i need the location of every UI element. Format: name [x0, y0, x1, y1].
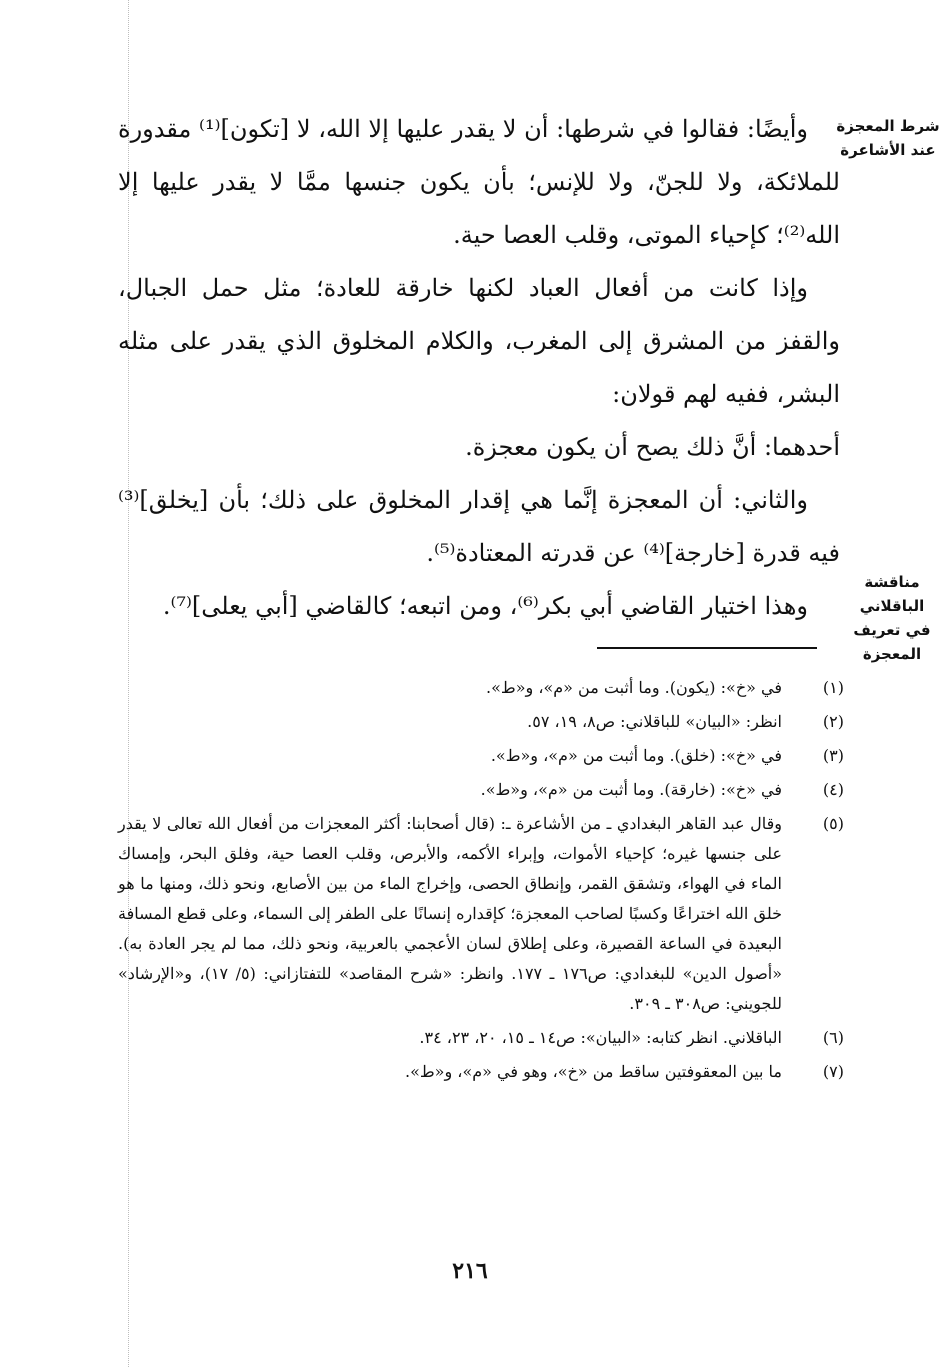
footnote-item: [118, 775, 844, 805]
footnote-number: (١): [822, 678, 844, 697]
footnote-separator: [597, 647, 817, 649]
main-body-text: [118, 103, 840, 633]
footnote-item: [118, 1023, 844, 1053]
footnote-number: (٣): [822, 746, 844, 765]
footnote-number: (٤): [822, 780, 844, 799]
margin-heading-baqillani-discussion: مناقشة الباقلاني في تعريف المعجزة: [853, 573, 931, 663]
footnote-text: في «خ»: (يكون). وما أثبت من «م»، و«ط».: [486, 678, 782, 697]
footnote-number: (٧): [822, 1062, 844, 1081]
footnote-item: [118, 809, 844, 1019]
footnote-number: (٢): [822, 712, 844, 731]
footnote-number: (٥): [822, 814, 844, 833]
footnote-text: انظر: «البيان» للباقلاني: ص٨، ١٩، ٥٧.: [527, 712, 782, 731]
footnote-number: (٦): [822, 1028, 844, 1047]
footnote-item: [118, 673, 844, 703]
paragraph-1: وأيضًا: فقالوا في شرطها: أن لا يقدر عليها إلا الله، لا [تكون]⁽¹⁾ مقدورة للملائكة، ولا للجنّ، ولا للإنس؛ بأن يكون جنسها ممَّا لا يقدر عليها إلا الله⁽²⁾؛ كإحياء الموتى، وقلب العصا حية.: [118, 115, 840, 249]
footnotes: [118, 673, 844, 1091]
paragraph-2: وإذا كانت من أفعال العباد لكنها خارقة للعادة؛ مثل حمل الجبال، والقفز من المشرق إلى المغرب، والكلام المخلوق الذي يقدر على مثله البشر، ففيه لهم قولان:: [118, 274, 840, 408]
footnote-text: وقال عبد القاهر البغدادي ـ من الأشاعرة ـ: (قال أصحابنا: أكثر المعجزات من أفعال الله تعالى لا يقدر على جنسها غيره؛ كإحياء الأموات، وإبراء الأكمه، والأبرص، وقلب العصا حية، وفلق البحر، وإمساك الماء في الهواء، وتشقق القمر، وإنطاق الحصى، وإخراج الماء من بين الأصابع، ونحو ذلك، ومنها ما هو خلق الله اختراعًا وكسبًا لصاحب المعجزة؛ كإقداره إنسانًا على الطفر إلى السماء، وعلى قطع المسافة البعيدة في الساعة القصيرة، وعلى إطلاق لسان الأعجمي بالعربية، ونحو ذلك، مما لم يجر العادة به). «أصول الدين» للبغدادي: ص١٧٦ ـ ١٧٧. وانظر: «شرح المقاصد» للتفتازاني: (٥/ ١٧)، و«الإرشاد» للجويني: ص٣٠٨ ـ ٣٠٩.: [118, 814, 783, 1013]
footnote-text: في «خ»: (خلق). وما أثبت من «م»، و«ط».: [490, 746, 782, 765]
page-number: ٢١٦: [452, 1258, 488, 1284]
footnote-text: الباقلاني. انظر كتابه: «البيان»: ص١٤ ـ ١٥، ٢٠، ٢٣، ٣٤.: [419, 1028, 782, 1047]
footnote-item: [118, 741, 844, 771]
footnote-item: [118, 1057, 844, 1087]
paragraph-3: أحدهما: أنَّ ذلك يصح أن يكون معجزة.: [465, 433, 840, 461]
footnote-text: ما بين المعقوفتين ساقط من «خ»، وهو في «م»، و«ط».: [405, 1062, 782, 1081]
paragraph-4: والثاني: أن المعجزة إنَّما هي إقدار المخلوق على ذلك؛ بأن [يخلق]⁽³⁾ فيه قدرة [خارجة]⁽⁴⁾ عن قدرته المعتادة⁽⁵⁾.: [118, 486, 840, 567]
footnote-text: في «خ»: (خارقة). وما أثبت من «م»، و«ط».: [480, 780, 782, 799]
margin-heading-miracle-condition: شرط المعجزة عند الأشاعرة: [836, 117, 940, 159]
footnote-item: [118, 707, 844, 737]
paragraph-5: وهذا اختيار القاضي أبي بكر⁽⁶⁾، ومن اتبعه؛ كالقاضي [أبي يعلى]⁽⁷⁾.: [162, 592, 808, 620]
